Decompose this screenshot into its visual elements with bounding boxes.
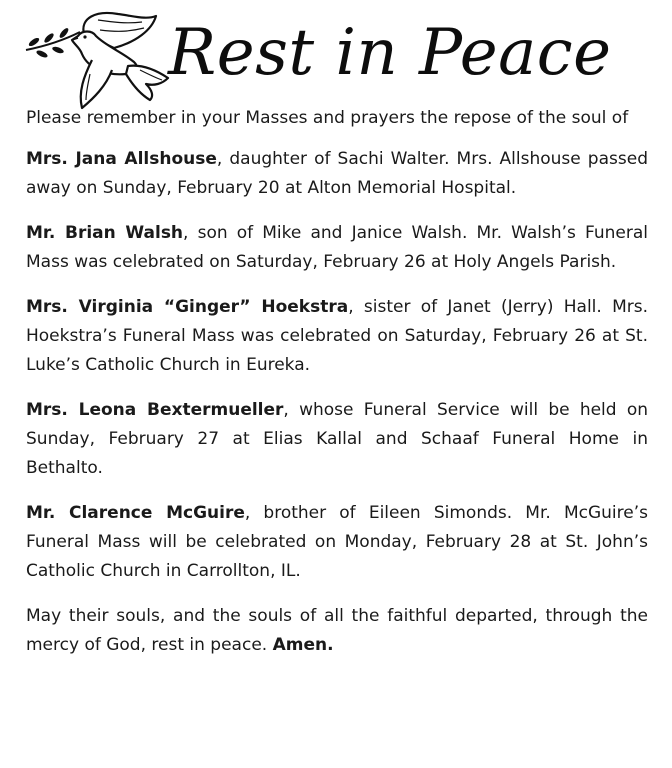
header: [0, 0, 672, 112]
closing-prayer: [26, 602, 648, 660]
deceased-name: Mr. Clarence McGuire: [26, 503, 245, 523]
entry-details: , brother of Eileen Simonds. Mr. McGuire’s Funeral Mass will be celebrated on Monday, February 28 at St. John’s Catholic Church in Carrollton, IL.: [26, 503, 648, 581]
deceased-name: Mrs. Leona Bextermueller: [26, 400, 284, 420]
deceased-name: Mrs. Jana Allshouse: [26, 149, 217, 169]
amen-text: Amen.: [272, 635, 334, 655]
deceased-name: Mr. Brian Walsh: [26, 223, 184, 243]
closing-text: May their souls, and the souls of all the faithful departed, through the mercy of God, rest in peace.: [26, 606, 648, 655]
entry-details: , sister of Janet (Jerry) Hall. Mrs. Hoekstra’s Funeral Mass was celebrated on Saturday, February 26 at St. Luke’s Catholic Church in Eureka.: [26, 297, 648, 375]
deceased-name: Mrs. Virginia “Ginger” Hoekstra: [26, 297, 349, 317]
entry-details: , son of Mike and Janice Walsh. Mr. Walsh’s Funeral Mass was celebrated on Saturday, February 26 at Holy Angels Parish.: [26, 223, 648, 272]
obituary-notice: [26, 104, 648, 660]
page-title: Rest in Peace: [168, 16, 612, 90]
obituary-entry: [26, 396, 648, 483]
obituary-entry: [26, 499, 648, 586]
obituary-entry: [26, 219, 648, 277]
entry-details: , whose Funeral Service will be held on Sunday, February 27 at Elias Kallal and Schaaf Funeral Home in Bethalto.: [26, 400, 648, 478]
intro-text: Please remember in your Masses and prayers the repose of the soul of: [26, 108, 629, 128]
obituary-entry: [26, 145, 648, 203]
entry-details: , daughter of Sachi Walter. Mrs. Allshouse passed away on Sunday, February 20 at Alton Memorial Hospital.: [26, 149, 648, 198]
obituary-entry: [26, 293, 648, 380]
